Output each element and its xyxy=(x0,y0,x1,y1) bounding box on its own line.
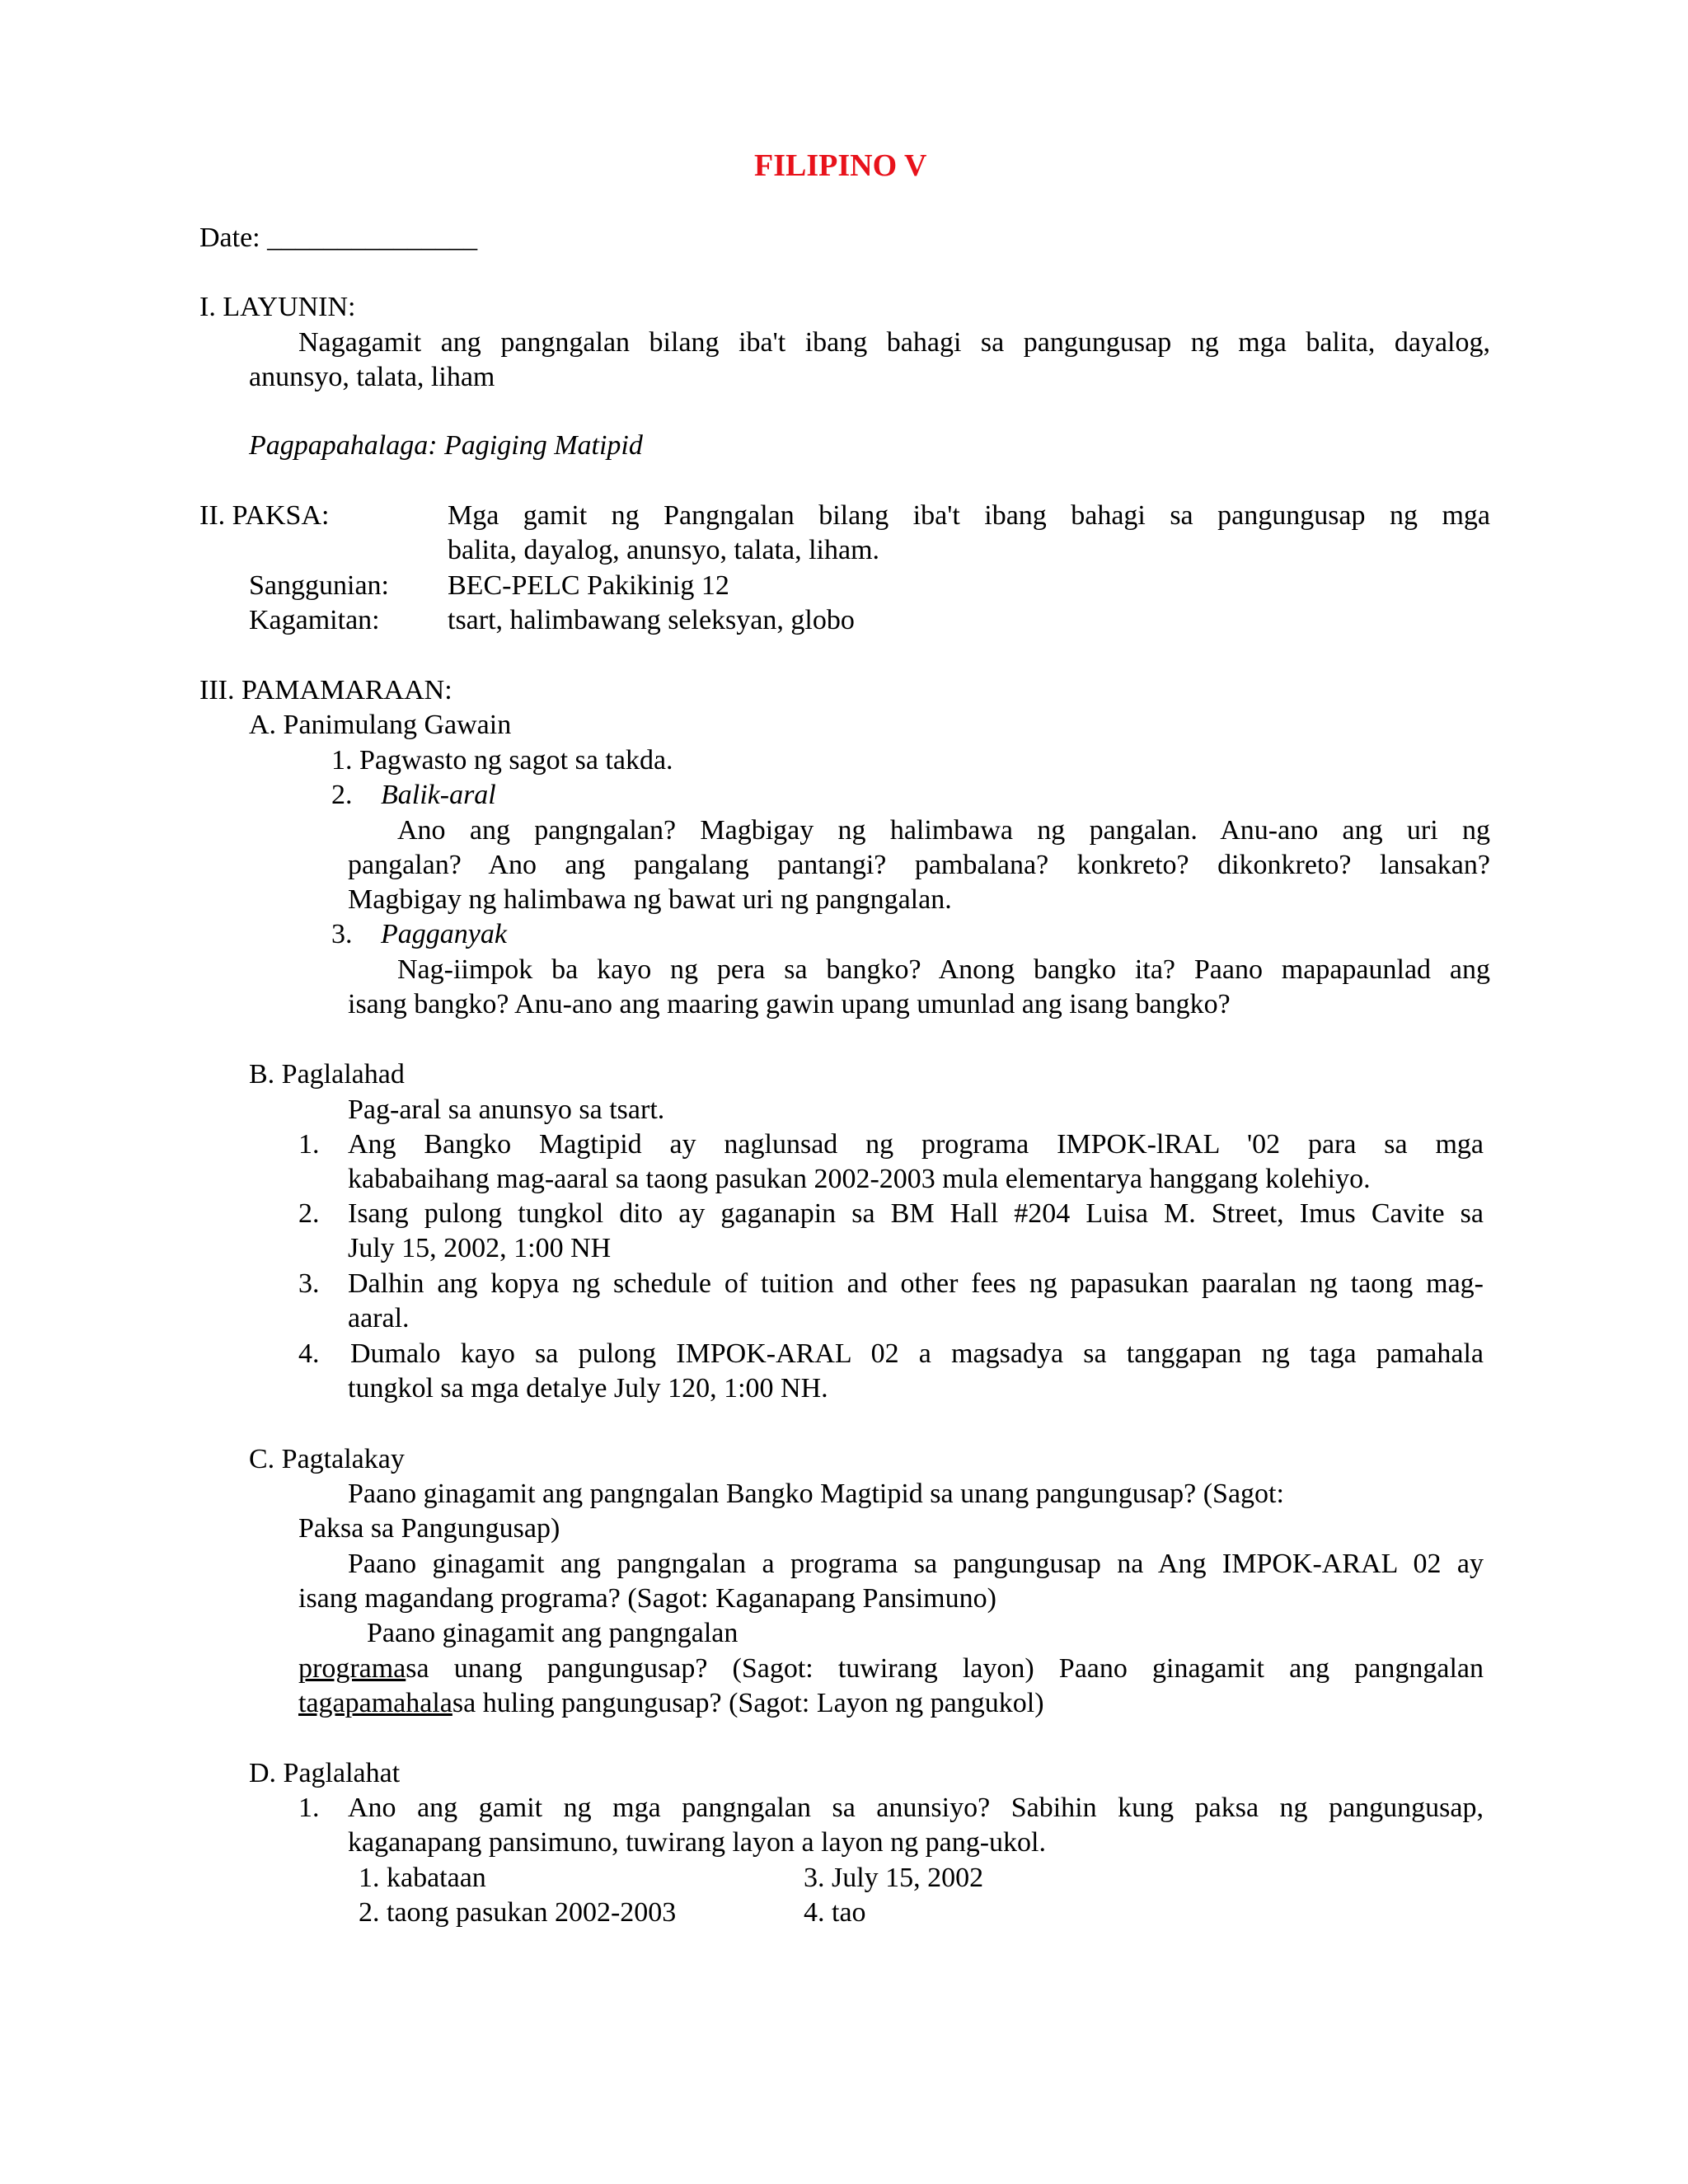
b1-text-line1: Ang Bangko Magtipid ay naglunsad ng programa IMPOK-lRAL '02 para sa mga xyxy=(348,1129,1484,1160)
paksa-text-line2: balita, dayalog, anunsyo, talata, liham. xyxy=(448,535,880,565)
a2-number: 2. xyxy=(331,780,353,810)
b4-text-line1: Dumalo kayo sa pulong IMPOK-ARAL 02 a magsadya sa tanggapan ng taga pamahala xyxy=(350,1338,1484,1369)
a3-number: 3. xyxy=(331,919,353,949)
b4-text-line2: tungkol sa mga detalye July 120, 1:00 NH. xyxy=(348,1373,828,1404)
c-text-line7-rest: sa huling pangungusap? (Sagot: Layon ng pangukol) xyxy=(452,1688,1044,1718)
c-text-line6-rest: sa unang pangungusap? (Sagot: tuwirang layon) Paano ginagamit ang pangngalan xyxy=(406,1653,1484,1684)
b3-text-line1: Dalhin ang kopya ng schedule of tuition and other fees ng papasukan paaralan ng taong mag- xyxy=(348,1268,1484,1299)
b2-text-line2: July 15, 2002, 1:00 NH xyxy=(348,1233,612,1263)
section-c-heading: C. Pagtalakay xyxy=(249,1444,405,1474)
b1-text-line2: kababaihang mag-aaral sa taong pasukan 2002-2003 mula elementarya hanggang kolehiyo. xyxy=(348,1164,1371,1194)
b3-number: 3. xyxy=(298,1268,320,1299)
d-list-item-4: 4. tao xyxy=(804,1897,866,1928)
c-text-line3: Paano ginagamit ang pangngalan a programa sa pangungusap na Ang IMPOK-ARAL 02 ay xyxy=(348,1549,1484,1579)
c-text-line2: Paksa sa Pangungusap) xyxy=(298,1513,560,1544)
c-text-line7 xyxy=(298,1686,1044,1721)
pagpapahalaga-line: Pagpapahalaga: Pagiging Matipid xyxy=(249,430,643,461)
pamamaraan-heading: III. PAMAMARAAN: xyxy=(199,675,452,705)
layunin-text-line1: Nagagamit ang pangngalan bilang iba't ibang bahagi sa pangungusap ng mga balita, dayalog, xyxy=(298,327,1490,358)
paksa-text-line1: Mga gamit ng Pangngalan bilang iba't ibang bahagi sa pangungusap ng mga xyxy=(448,500,1490,531)
b2-number: 2. xyxy=(298,1198,320,1229)
tagapamahala-underlined: tagapamahala xyxy=(298,1688,452,1718)
a3-text-line2: isang bangko? Anu-ano ang maaring gawin upang umunlad ang isang bangko? xyxy=(348,989,1231,1019)
c-text-line6 xyxy=(298,1652,1484,1686)
kagamitan-value: tsart, halimbawang seleksyan, globo xyxy=(448,605,855,635)
b2-text-line1: Isang pulong tungkol dito ay gaganapin sa BM Hall #204 Luisa M. Street, Imus Cavite sa xyxy=(348,1198,1484,1229)
layunin-heading: I. LAYUNIN: xyxy=(199,292,356,322)
a1-item: 1. Pagwasto ng sagot sa takda. xyxy=(331,745,673,776)
layunin-text-line2: anunsyo, talata, liham xyxy=(249,362,495,392)
a3-title: Pagganyak xyxy=(381,919,507,949)
d1-text-line2: kaganapang pansimuno, tuwirang layon a layon ng pang-ukol. xyxy=(348,1827,1046,1858)
date-line: Date: _______________ xyxy=(199,223,478,253)
b-intro: Pag-aral sa anunsyo sa tsart. xyxy=(348,1094,665,1125)
section-a-heading: A. Panimulang Gawain xyxy=(249,710,512,740)
section-d-heading: D. Paglalahat xyxy=(249,1758,401,1788)
programa-underlined: programa xyxy=(298,1653,406,1684)
a2-text-line3: Magbigay ng halimbawa ng bawat uri ng pangngalan. xyxy=(348,884,952,915)
d1-text-line1: Ano ang gamit ng mga pangngalan sa anunsiyo? Sabihin kung paksa ng pangungusap, xyxy=(348,1793,1484,1823)
a2-text-line2: pangalan? Ano ang pangalang pantangi? pambalana? konkreto? dikonkreto? lansakan? xyxy=(348,850,1490,880)
paksa-label: II. PAKSA: xyxy=(199,500,330,531)
b1-number: 1. xyxy=(298,1129,320,1160)
c-text-line4: isang magandang programa? (Sagot: Kaganapang Pansimuno) xyxy=(298,1583,996,1614)
a2-title: Balik-aral xyxy=(381,780,496,810)
section-b-heading: B. Paglalahad xyxy=(249,1059,405,1090)
c-text-line1: Paano ginagamit ang pangngalan Bangko Magtipid sa unang pangungusap? (Sagot: xyxy=(348,1479,1284,1509)
a2-text-line1: Ano ang pangngalan? Magbigay ng halimbawa ng pangalan. Anu-ano ang uri ng xyxy=(397,815,1490,846)
kagamitan-label: Kagamitan: xyxy=(249,605,380,635)
d-list-item-1: 1. kabataan xyxy=(359,1863,486,1893)
b4-number: 4. xyxy=(298,1338,320,1369)
sanggunian-label: Sanggunian: xyxy=(249,570,389,601)
d-list-item-3: 3. July 15, 2002 xyxy=(804,1863,984,1893)
b3-text-line2: aaral. xyxy=(348,1303,410,1333)
d-list-item-2: 2. taong pasukan 2002-2003 xyxy=(359,1897,677,1928)
a3-text-line1: Nag-iimpok ba kayo ng pera sa bangko? Anong bangko ita? Paano mapapaunlad ang xyxy=(397,954,1490,985)
sanggunian-value: BEC-PELC Pakikinig 12 xyxy=(448,570,729,601)
d1-number: 1. xyxy=(298,1793,320,1823)
document-title: FILIPINO V xyxy=(754,148,927,183)
c-text-line5: Paano ginagamit ang pangngalan xyxy=(367,1618,738,1648)
